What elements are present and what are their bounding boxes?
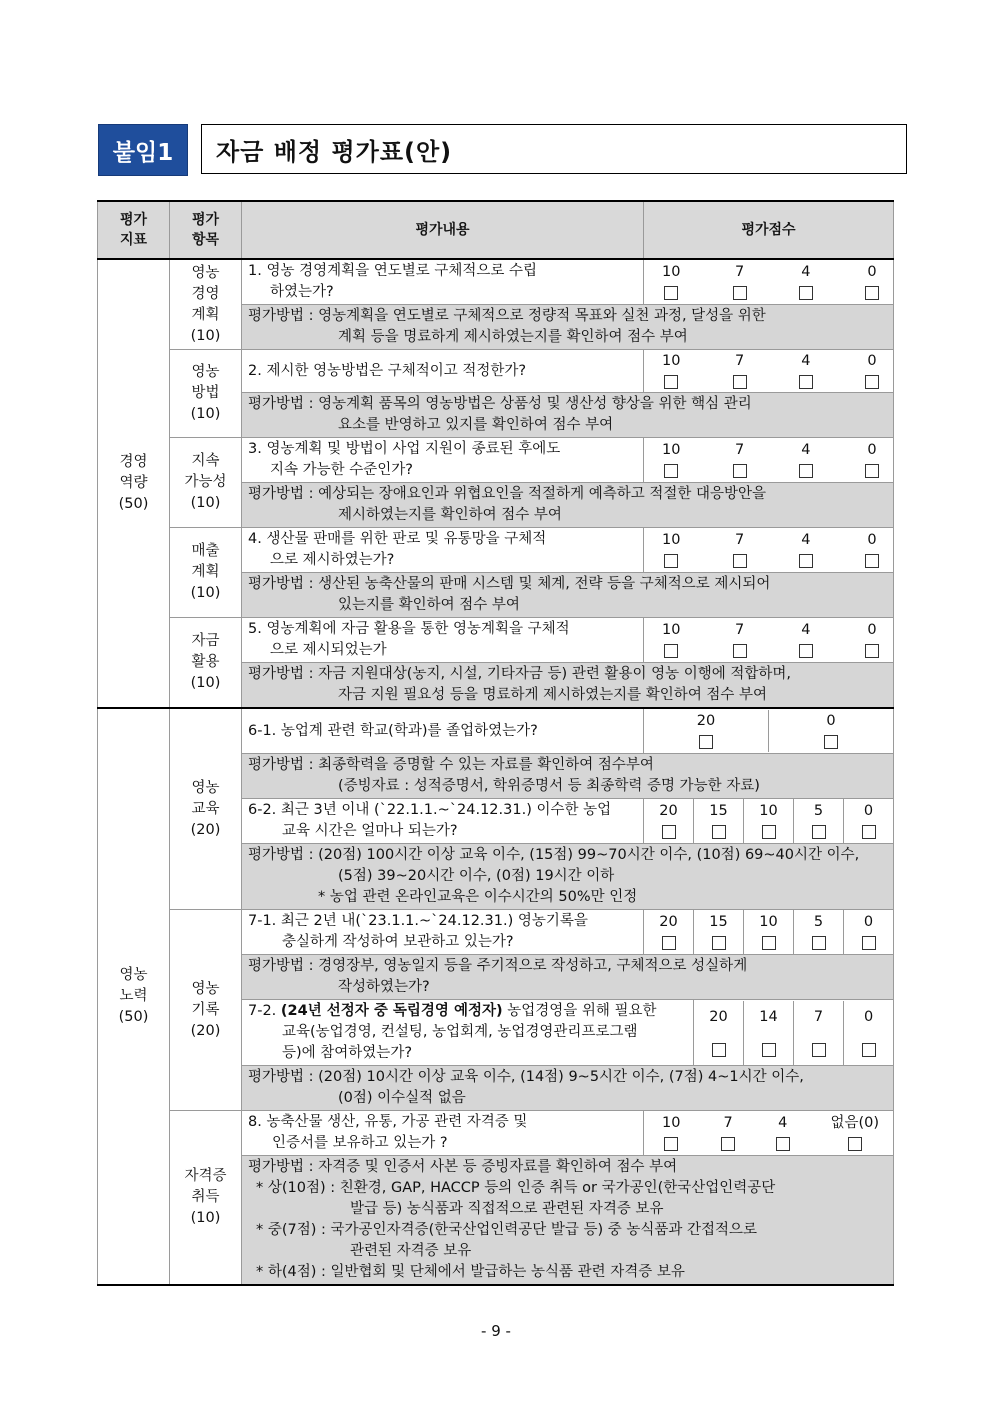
item-label-line: (10) <box>190 327 221 344</box>
method-note: * 중(7점) : 국가공인자격증(한국산업인력공단 발급 등) 중 농식품과 간접적으로 <box>256 1222 758 1238</box>
score-checkbox[interactable] <box>762 1043 776 1057</box>
score-value: 7 <box>735 442 745 458</box>
question-text-cont: 으로 제시하였는가? <box>270 552 395 568</box>
score-value: 0 <box>867 442 877 458</box>
score-option <box>844 799 894 844</box>
score-checkbox[interactable] <box>662 936 676 950</box>
score-value: 4 <box>801 264 811 280</box>
question-text: 농업경영을 위해 필요한 <box>502 1003 657 1019</box>
item-label-line: 자금 <box>191 633 220 649</box>
score-checkbox[interactable] <box>812 936 826 950</box>
method-text-cont: 제시하였는지를 확인하여 점수 부여 <box>338 507 562 523</box>
method-cell <box>242 305 894 350</box>
score-checkbox[interactable] <box>799 464 813 478</box>
item-label-line: (20) <box>190 821 221 838</box>
item-label-line: 영농 <box>191 779 220 796</box>
score-checkbox[interactable] <box>664 644 678 658</box>
question-number: 7-2. <box>248 1003 281 1019</box>
score-checkbox[interactable] <box>865 286 879 300</box>
score-checkbox[interactable] <box>721 1137 735 1151</box>
item-label-line: 지속 <box>191 453 220 469</box>
score-options <box>644 438 894 483</box>
method-note-cont: 관련된 자격증 보유 <box>350 1243 472 1259</box>
score-value: 0 <box>867 532 877 548</box>
score-value: 0 <box>863 803 874 819</box>
question-text: 7-1. 최근 2년 내(`23.1.1.~`24.12.31.) 영농기록을 <box>248 913 588 929</box>
table-header-row <box>98 201 894 259</box>
question-bold: (24년 선정자 중 독립경영 예정자) <box>280 1003 503 1019</box>
method-text: 평가방법 : 최종학력을 증명할 수 있는 자료를 확인하여 점수부여 <box>248 757 654 773</box>
score-options <box>644 528 894 573</box>
score-value: 7 <box>723 1115 733 1131</box>
method-cell <box>242 573 894 618</box>
item-label-line: 교육 <box>191 800 220 817</box>
item-label-line: 가능성 <box>184 474 227 490</box>
score-checkbox[interactable] <box>762 825 776 839</box>
score-option <box>694 799 744 844</box>
score-options <box>644 708 894 754</box>
score-checkbox[interactable] <box>776 1137 790 1151</box>
page-number: - 9 - <box>481 1322 511 1340</box>
score-value: 7 <box>735 622 745 638</box>
method-cell <box>242 754 894 799</box>
item-label-line: 경영 <box>191 285 220 302</box>
score-value: 7 <box>813 1008 824 1025</box>
score-checkbox[interactable] <box>733 554 747 568</box>
item-cell <box>170 438 242 528</box>
score-value: 4 <box>801 442 811 458</box>
score-checkbox[interactable] <box>824 735 838 749</box>
question-text-cont: 하였는가? <box>270 284 334 300</box>
score-checkbox[interactable] <box>733 286 747 300</box>
item-label-line: (10) <box>190 1210 221 1226</box>
item-cell <box>170 1111 242 1286</box>
score-checkbox[interactable] <box>762 936 776 950</box>
score-option <box>644 799 694 844</box>
question-text-cont: 교육(농업경영, 컨설팅, 농업회계, 농업경영관리프로그램 <box>282 1024 638 1040</box>
question-cell <box>242 438 644 483</box>
question-cell <box>242 1111 644 1156</box>
item-label-line: (10) <box>190 585 221 601</box>
question-text: 5. 영농계획에 자금 활용을 통한 영농계획을 구체적 <box>248 621 570 637</box>
item-cell <box>170 708 242 910</box>
table-row <box>98 528 894 573</box>
method-note-cont: 발급 등) 농식품과 직접적으로 관련된 자격증 보유 <box>350 1201 664 1217</box>
score-value: 10 <box>759 914 778 930</box>
score-value: 14 <box>759 1008 778 1025</box>
score-option <box>844 910 894 955</box>
score-checkbox[interactable] <box>865 644 879 658</box>
item-label-line: 영농 <box>191 364 220 380</box>
score-checkbox[interactable] <box>712 936 726 950</box>
score-checkbox[interactable] <box>699 735 713 749</box>
method-cell <box>242 483 894 528</box>
score-checkbox[interactable] <box>664 464 678 478</box>
score-value: 20 <box>696 713 716 729</box>
score-checkbox[interactable] <box>664 375 678 389</box>
score-value: 15 <box>709 914 728 930</box>
score-checkbox[interactable] <box>862 936 876 950</box>
question-text-cont: 등)에 참여하였는가? <box>282 1045 413 1061</box>
table-row <box>98 708 894 754</box>
score-option <box>794 910 844 955</box>
item-cell <box>170 910 242 1111</box>
method-cell <box>242 844 894 910</box>
score-value: 0 <box>867 622 877 638</box>
question-text-cont: 인증서를 보유하고 있는가 ? <box>272 1135 448 1151</box>
item-label-line: (20) <box>190 1022 221 1039</box>
indicator-management <box>98 259 170 708</box>
score-value: 10 <box>662 353 681 369</box>
item-label-line: 역량 <box>119 475 148 491</box>
item-cell <box>170 528 242 618</box>
item-label-line: (10) <box>190 675 221 691</box>
question-cell <box>242 618 644 663</box>
score-value: 0 <box>867 264 877 280</box>
question-cell <box>242 350 644 393</box>
score-option <box>794 799 844 844</box>
doc-header <box>98 124 894 176</box>
score-options <box>644 1111 894 1156</box>
score-checkbox[interactable] <box>799 286 813 300</box>
method-note: * 농업 관련 온라인교육은 이수시간의 50%만 인정 <box>318 889 638 905</box>
method-text: 평가방법 : (20점) 10시간 이상 교육 이수, (14점) 9~5시간 이수, (7점) 4~1시간 이수, <box>248 1069 804 1085</box>
item-label-line: (10) <box>190 406 221 422</box>
item-label-line: 기록 <box>191 1001 220 1018</box>
score-value: 7 <box>735 353 745 369</box>
score-checkbox[interactable] <box>812 825 826 839</box>
question-text: 2. 제시한 영농방법은 구체적이고 적정한가? <box>248 362 527 379</box>
score-value: 7 <box>735 264 745 280</box>
question-text: 1. 영농 경영계획을 연도별로 구체적으로 수립 <box>248 263 538 279</box>
question-cell <box>242 910 644 955</box>
item-label-line: 영농 <box>191 980 220 997</box>
score-value: 4 <box>801 532 811 548</box>
score-checkbox[interactable] <box>799 375 813 389</box>
score-value: 10 <box>662 622 681 638</box>
item-label-line: 활용 <box>191 654 220 670</box>
question-text: 6-1. 농업계 관련 학교(학과)를 졸업하였는가? <box>248 722 538 739</box>
score-value: 0 <box>863 1008 874 1025</box>
method-text: 평가방법 : 예상되는 장애요인과 위협요인을 적절하게 예측하고 적절한 대응방안을 <box>248 486 766 502</box>
score-value: 5 <box>813 914 824 930</box>
question-text: 8. 농축산물 생산, 유통, 가공 관련 자격증 및 <box>248 1114 528 1130</box>
question-cell <box>242 1000 694 1066</box>
score-options <box>644 350 894 393</box>
method-text-cont: (증빙자료 : 성적증명서, 학위증명서 등 최종학력 증명 가능한 자료) <box>338 778 760 794</box>
method-text: 평가방법 : 영농계획을 연도별로 구체적으로 정량적 목표와 실천 과정, 달성을 위한 <box>248 308 766 324</box>
score-option <box>694 910 744 955</box>
score-option <box>744 799 794 844</box>
score-checkbox[interactable] <box>862 825 876 839</box>
score-value: 0 <box>863 914 874 930</box>
question-cell <box>242 799 644 844</box>
score-checkbox[interactable] <box>865 554 879 568</box>
score-value: 20 <box>659 803 678 819</box>
score-value: 0 <box>867 353 877 369</box>
item-label-line: 취득 <box>191 1189 220 1205</box>
method-text-cont: (0점) 이수실적 없음 <box>338 1090 466 1106</box>
score-checkbox[interactable] <box>812 1043 826 1057</box>
page-title: 자금 배정 평가표(안) <box>201 124 907 174</box>
question-cell <box>242 528 644 573</box>
question-cell <box>242 708 644 754</box>
question-text: 4. 생산물 판매를 위한 판로 및 유통망을 구체적 <box>248 531 547 547</box>
method-text: 평가방법 : 영농계획 품목의 영농방법은 상품성 및 생산성 향상을 위한 핵심 관리 <box>248 396 752 412</box>
score-value: 10 <box>662 442 681 458</box>
item-label-line: (10) <box>190 495 221 511</box>
score-options <box>644 618 894 663</box>
question-text-cont: 지속 가능한 수준인가? <box>270 462 413 478</box>
score-value: 10 <box>662 264 681 280</box>
score-checkbox[interactable] <box>862 1043 876 1057</box>
score-options <box>644 259 894 305</box>
method-text-cont: (5점) 39~20시간 이수, (0점) 19시간 이하 <box>338 868 615 884</box>
item-label-line: 경영 <box>119 454 148 470</box>
question-text-cont: 충실하게 작성하여 보관하고 있는가? <box>282 934 514 950</box>
item-cell <box>170 350 242 438</box>
method-text-cont: 자금 지원 필요성 등을 명료하게 제시하였는지를 확인하여 점수 부여 <box>338 687 768 703</box>
item-cell <box>170 618 242 709</box>
score-value: 20 <box>659 914 678 930</box>
score-checkbox[interactable] <box>664 1137 678 1151</box>
table-row <box>98 618 894 663</box>
score-value: 10 <box>662 1115 681 1131</box>
attachment-tag: 붙임1 <box>98 124 188 176</box>
method-text: 평가방법 : (20점) 100시간 이상 교육 이수, (15점) 99~70시간 이수, (10점) 69~40시간 이수, <box>248 847 860 863</box>
item-label-line: 영농 <box>191 264 220 281</box>
item-label-line: 영농 <box>119 967 148 983</box>
item-label-line: (50) <box>118 1009 149 1025</box>
item-label-line: 계획 <box>191 306 220 323</box>
score-value: 0 <box>826 713 836 729</box>
question-text: 6-2. 최근 3년 이내 (`22.1.1.~`24.12.31.) 이수한 농업 <box>248 802 612 818</box>
score-checkbox[interactable] <box>865 464 879 478</box>
method-text-cont: 있는지를 확인하여 점수 부여 <box>338 597 520 613</box>
method-text-cont: 계획 등을 명료하게 제시하였는지를 확인하여 점수 부여 <box>338 329 688 345</box>
score-checkbox[interactable] <box>662 825 676 839</box>
score-value: 15 <box>709 803 728 819</box>
score-option <box>644 910 694 955</box>
score-value: 10 <box>759 803 778 819</box>
method-note: * 상(10점) : 친환경, GAP, HACCP 등의 인증 취득 or 국가공인(한국산업인력공단 <box>256 1180 776 1196</box>
item-label-line: (50) <box>118 496 149 512</box>
score-value: 5 <box>813 803 824 819</box>
item-label-line: 자격증 <box>184 1168 227 1184</box>
evaluation-table <box>97 200 894 1286</box>
table-row <box>98 438 894 483</box>
question-cell <box>242 259 644 305</box>
method-cell <box>242 393 894 438</box>
method-text-cont: 요소를 반영하고 있지를 확인하여 점수 부여 <box>338 417 614 433</box>
method-text: 평가방법 : 생산된 농축산물의 판매 시스템 및 체계, 전략 등을 구체적으로 제시되어 <box>248 576 771 592</box>
method-text: 평가방법 : 자금 지원대상(농지, 시설, 기타자금 등) 관련 활용이 영농 이행에 적합하며, <box>248 666 791 682</box>
score-checkbox[interactable] <box>712 1043 726 1057</box>
question-text-cont: 교육 시간은 얼마나 되는가? <box>282 823 458 839</box>
item-label-line: 노력 <box>119 988 148 1004</box>
col-item: 평가 항목 <box>170 201 242 259</box>
score-value: 4 <box>801 622 811 638</box>
score-value: 없음(0) <box>830 1115 880 1131</box>
score-checkbox[interactable] <box>865 375 879 389</box>
score-value: 7 <box>735 532 745 548</box>
table-row <box>98 350 894 393</box>
score-checkbox[interactable] <box>664 286 678 300</box>
score-checkbox[interactable] <box>799 554 813 568</box>
score-option <box>744 910 794 955</box>
score-value: 20 <box>709 1008 728 1025</box>
score-checkbox[interactable] <box>733 644 747 658</box>
score-checkbox[interactable] <box>733 375 747 389</box>
score-checkbox[interactable] <box>712 825 726 839</box>
col-content: 평가내용 <box>242 201 644 259</box>
indicator-effort <box>98 708 170 1285</box>
score-checkbox[interactable] <box>664 554 678 568</box>
score-checkbox[interactable] <box>848 1137 862 1151</box>
item-label-line: 계획 <box>191 564 220 580</box>
item-label-line: 매출 <box>191 543 220 559</box>
score-options <box>694 1000 894 1066</box>
score-value: 10 <box>662 532 681 548</box>
method-text: 평가방법 : 자격증 및 인증서 사본 등 증빙자료를 확인하여 점수 부여 <box>248 1159 678 1175</box>
method-note: * 하(4점) : 일반협회 및 단체에서 발급하는 농식품 관련 자격증 보유 <box>256 1264 685 1280</box>
score-value: 4 <box>778 1115 788 1131</box>
table-row <box>98 259 894 305</box>
col-score: 평가점수 <box>644 201 894 259</box>
score-checkbox[interactable] <box>733 464 747 478</box>
score-checkbox[interactable] <box>799 644 813 658</box>
question-text: 3. 영농계획 및 방법이 사업 지원이 종료된 후에도 <box>248 441 561 457</box>
item-cell <box>170 259 242 350</box>
method-cell <box>242 955 894 1000</box>
col-indicator: 평가 지표 <box>98 201 170 259</box>
method-cell <box>242 1156 894 1286</box>
question-text-cont: 으로 제시되었는가 <box>270 642 387 658</box>
method-cell <box>242 1066 894 1111</box>
method-text: 평가방법 : 경영장부, 영농일지 등을 주기적으로 작성하고, 구체적으로 성실하게 <box>248 958 748 974</box>
score-value: 4 <box>801 353 811 369</box>
item-label-line: 방법 <box>191 385 220 401</box>
method-text-cont: 작성하였는가? <box>338 979 430 995</box>
method-cell <box>242 663 894 709</box>
